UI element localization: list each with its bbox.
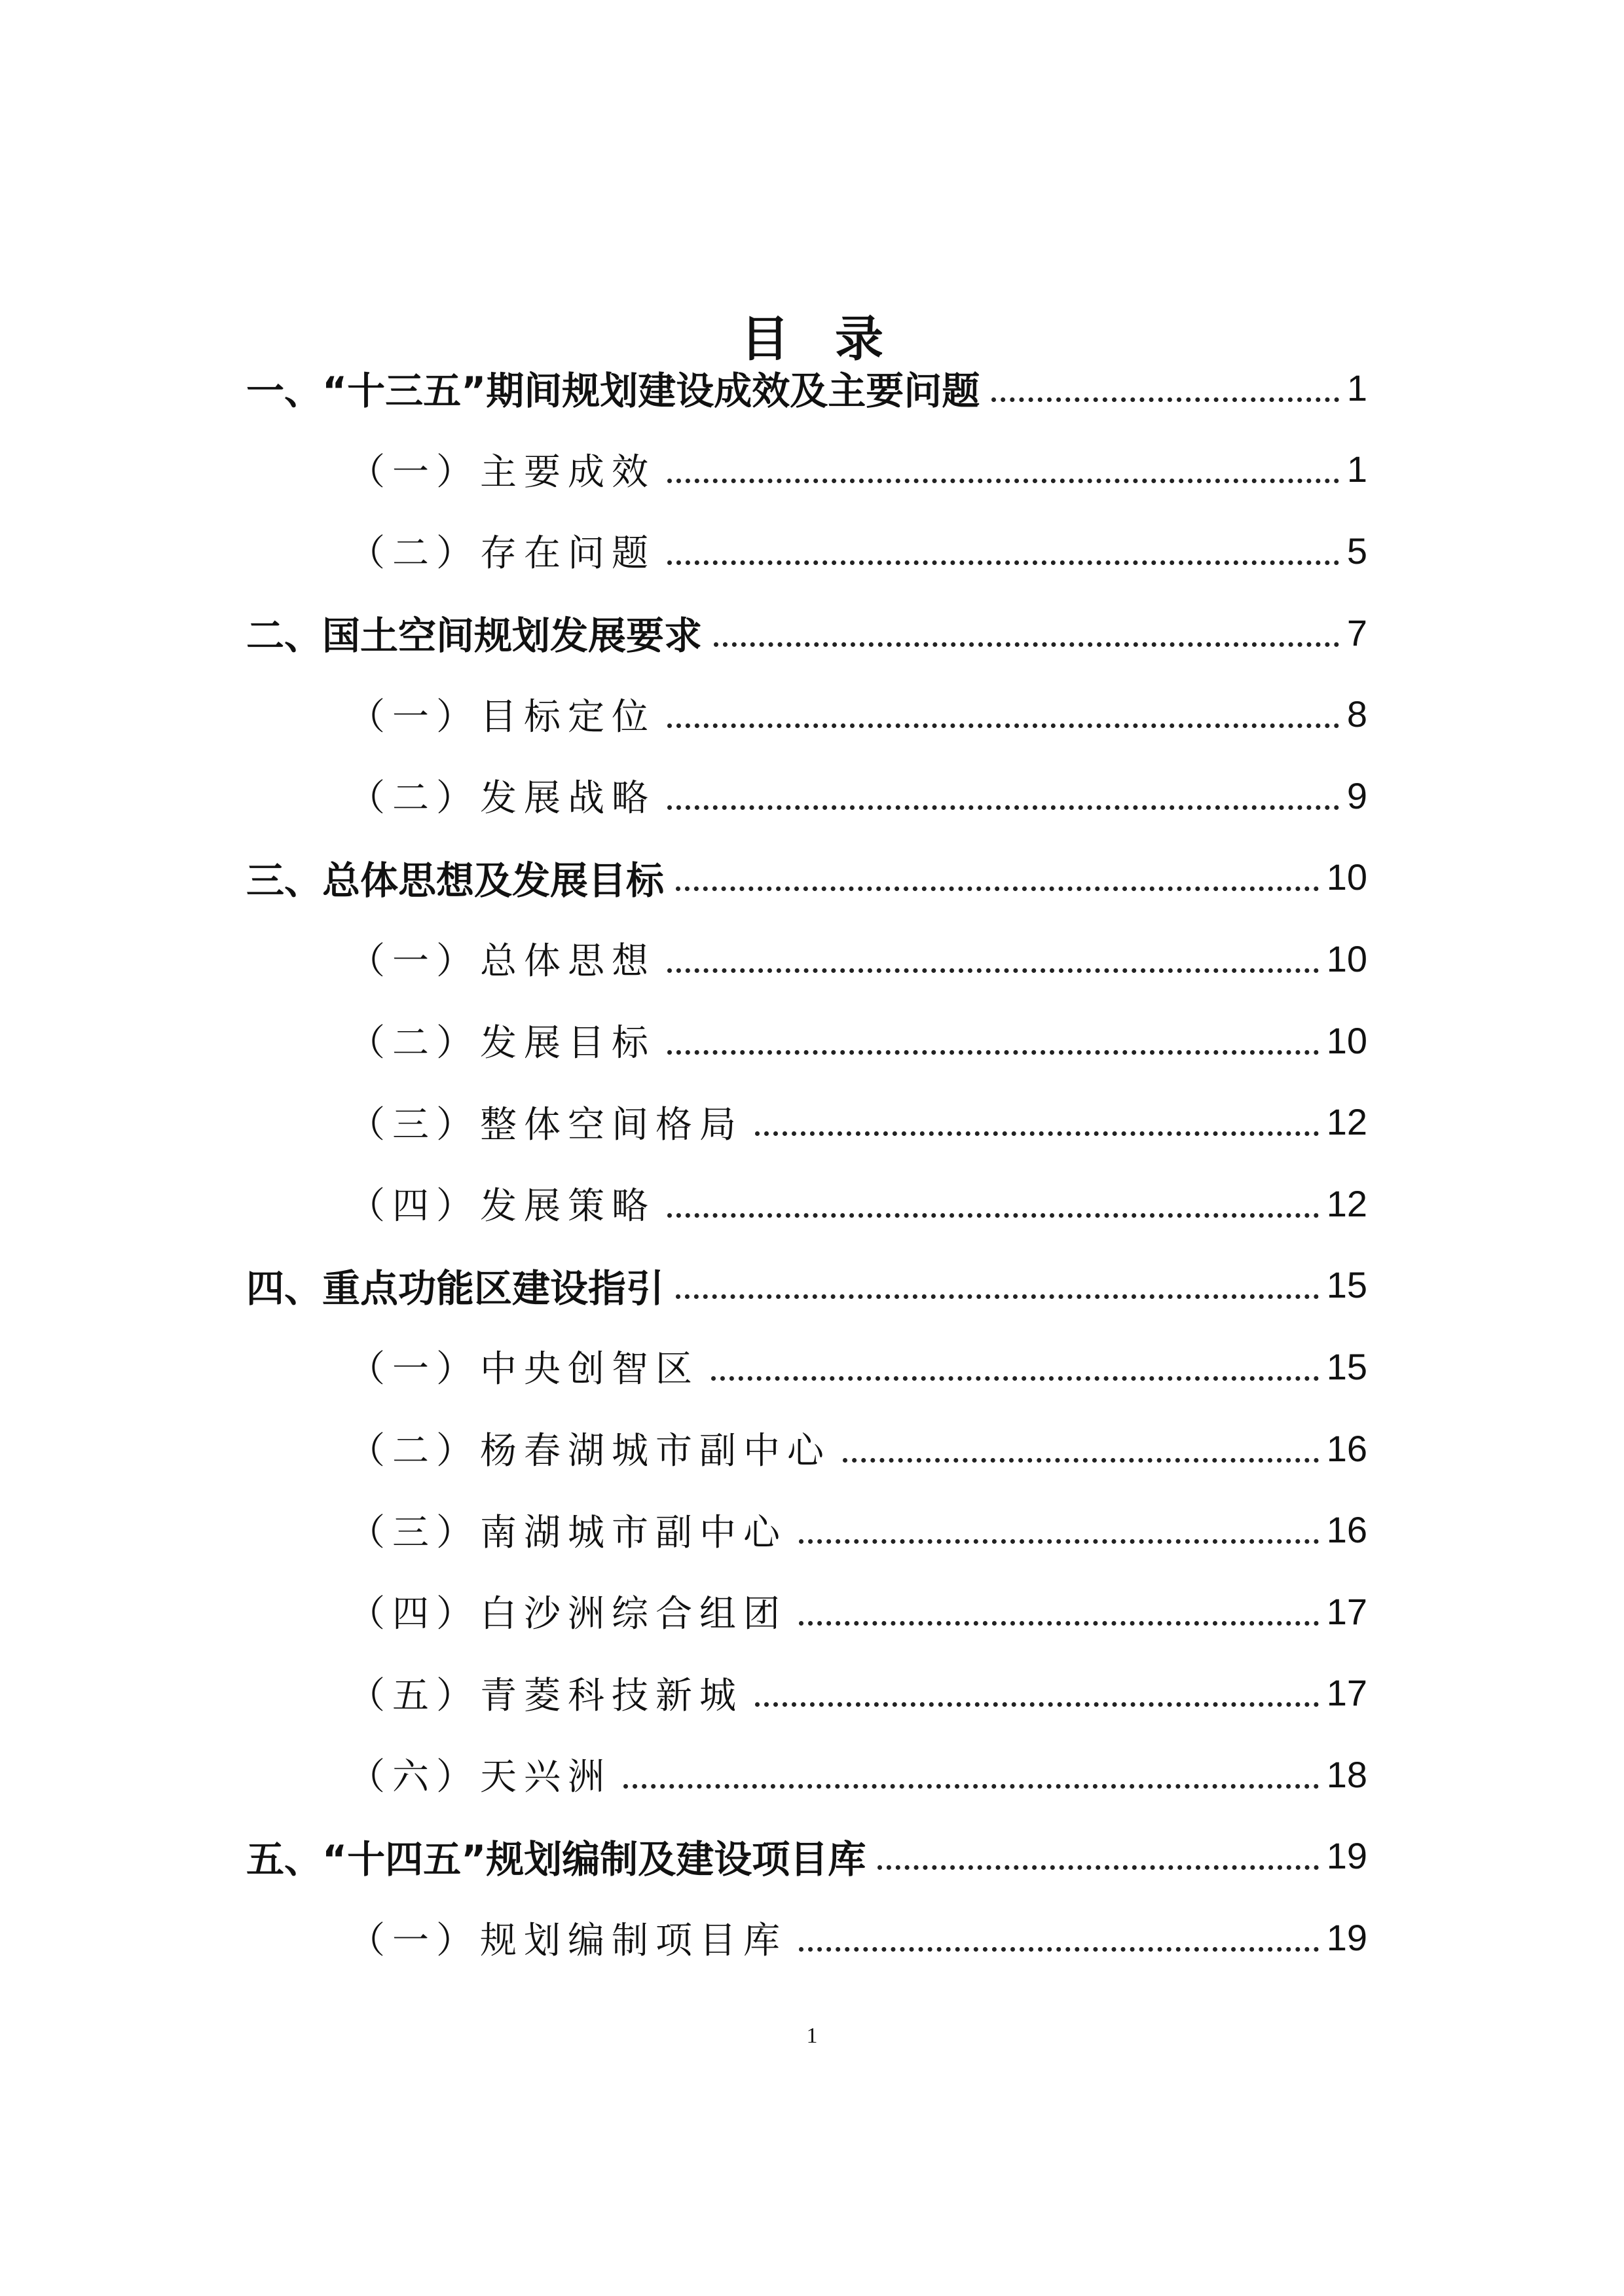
toc-entry-page: 19 — [1326, 1917, 1367, 1959]
toc-entry[interactable] — [0, 1571, 1624, 1652]
toc-entry[interactable] — [0, 1489, 1624, 1571]
toc-entry-page: 7 — [1346, 611, 1367, 653]
toc-entry[interactable] — [0, 1326, 1624, 1408]
toc-entry-text: （一）规划编制项目库 — [348, 1919, 787, 1962]
toc-entry-page: 15 — [1326, 1345, 1367, 1387]
toc-entry[interactable] — [0, 1163, 1624, 1245]
toc-entry-text: 一、“十三五”期间规划建设成效及主要问题 — [246, 369, 980, 414]
toc-entry[interactable] — [0, 1081, 1624, 1163]
dot-leader — [667, 968, 1319, 973]
dot-leader — [667, 805, 1339, 810]
toc-entry[interactable] — [0, 918, 1624, 1000]
toc-entry-page: 12 — [1326, 1182, 1367, 1224]
toc-entry-text: （一）主要成效 — [348, 450, 655, 494]
dot-leader — [667, 723, 1339, 728]
toc-entry[interactable] — [0, 1245, 1624, 1326]
toc-entry-text: 四、重点功能区建设指引 — [246, 1266, 665, 1311]
toc-entry-page: 1 — [1346, 448, 1367, 490]
dot-leader — [714, 642, 1339, 647]
toc-entry[interactable] — [0, 510, 1624, 592]
toc-entry-page: 10 — [1326, 1019, 1367, 1061]
toc-entry[interactable] — [0, 1734, 1624, 1815]
toc-entry-text: 二、国土空间规划发展要求 — [246, 613, 703, 659]
toc-entry-text: 三、总体思想及发展目标 — [246, 858, 665, 903]
toc-entry-page: 10 — [1326, 938, 1367, 979]
toc-entry[interactable] — [0, 1652, 1624, 1734]
dot-leader — [799, 1621, 1319, 1626]
toc-entry[interactable] — [0, 837, 1624, 919]
dot-leader — [843, 1458, 1319, 1463]
toc-title: 目录 — [741, 310, 929, 367]
dot-leader — [623, 1784, 1319, 1789]
toc-entry[interactable] — [0, 755, 1624, 837]
toc-entry[interactable] — [0, 347, 1624, 429]
toc-entry-text: 五、“十四五”规划编制及建设项目库 — [246, 1836, 866, 1882]
toc-entry-text: （六）天兴洲 — [348, 1756, 612, 1799]
toc-entry-text: （一）总体思想 — [348, 940, 655, 983]
toc-entry[interactable] — [0, 429, 1624, 511]
dot-leader — [799, 1539, 1319, 1544]
dot-leader — [755, 1702, 1319, 1707]
toc-entry-text: （二）发展战略 — [348, 777, 655, 820]
toc-entry-text: （四）发展策略 — [348, 1185, 655, 1228]
toc-entry[interactable] — [0, 673, 1624, 755]
toc-entry-text: （一）中央创智区 — [348, 1348, 699, 1391]
toc-entry-text: （四）白沙洲综合组团 — [348, 1593, 787, 1636]
toc-entry-text: （二）发展目标 — [348, 1022, 655, 1065]
dot-leader — [676, 1294, 1319, 1299]
page-number: 1 — [806, 2024, 818, 2048]
toc-entry-page: 8 — [1346, 693, 1367, 735]
toc-entry-page: 17 — [1326, 1672, 1367, 1714]
dot-leader — [755, 1131, 1319, 1136]
toc-entry-page: 15 — [1326, 1264, 1367, 1306]
dot-leader — [667, 560, 1339, 565]
toc-entry-page: 16 — [1326, 1427, 1367, 1469]
toc-entry-page: 10 — [1326, 856, 1367, 898]
dot-leader — [877, 1865, 1318, 1870]
toc-entry-text: （三）南湖城市副中心 — [348, 1511, 787, 1554]
dot-leader — [991, 397, 1339, 402]
toc-entry-text: （二）杨春湖城市副中心 — [348, 1430, 831, 1473]
toc-entry[interactable] — [0, 1000, 1624, 1082]
toc-entry-page: 12 — [1326, 1101, 1367, 1143]
dot-leader — [711, 1376, 1319, 1381]
dot-leader — [667, 479, 1339, 483]
toc-list — [0, 347, 1624, 1978]
toc-entry-text: （三）整体空间格局 — [348, 1103, 743, 1146]
toc-entry-page: 1 — [1346, 367, 1367, 409]
toc-entry[interactable] — [0, 1815, 1624, 1897]
dot-leader — [799, 1947, 1319, 1952]
toc-entry-page: 9 — [1346, 774, 1367, 816]
toc-entry-text: （一）目标定位 — [348, 695, 655, 738]
toc-entry-text: （二）存在问题 — [348, 532, 655, 575]
toc-entry-page: 17 — [1326, 1590, 1367, 1632]
toc-entry-text: （五）青菱科技新城 — [348, 1674, 743, 1717]
toc-entry-page: 18 — [1326, 1753, 1367, 1795]
toc-entry[interactable] — [0, 1897, 1624, 1978]
dot-leader — [667, 1213, 1319, 1218]
dot-leader — [667, 1050, 1319, 1055]
dot-leader — [676, 886, 1319, 891]
toc-entry-page: 19 — [1326, 1835, 1367, 1877]
toc-entry-page: 5 — [1346, 530, 1367, 572]
toc-entry-page: 16 — [1326, 1509, 1367, 1551]
toc-entry[interactable] — [0, 592, 1624, 674]
toc-entry[interactable] — [0, 1408, 1624, 1489]
